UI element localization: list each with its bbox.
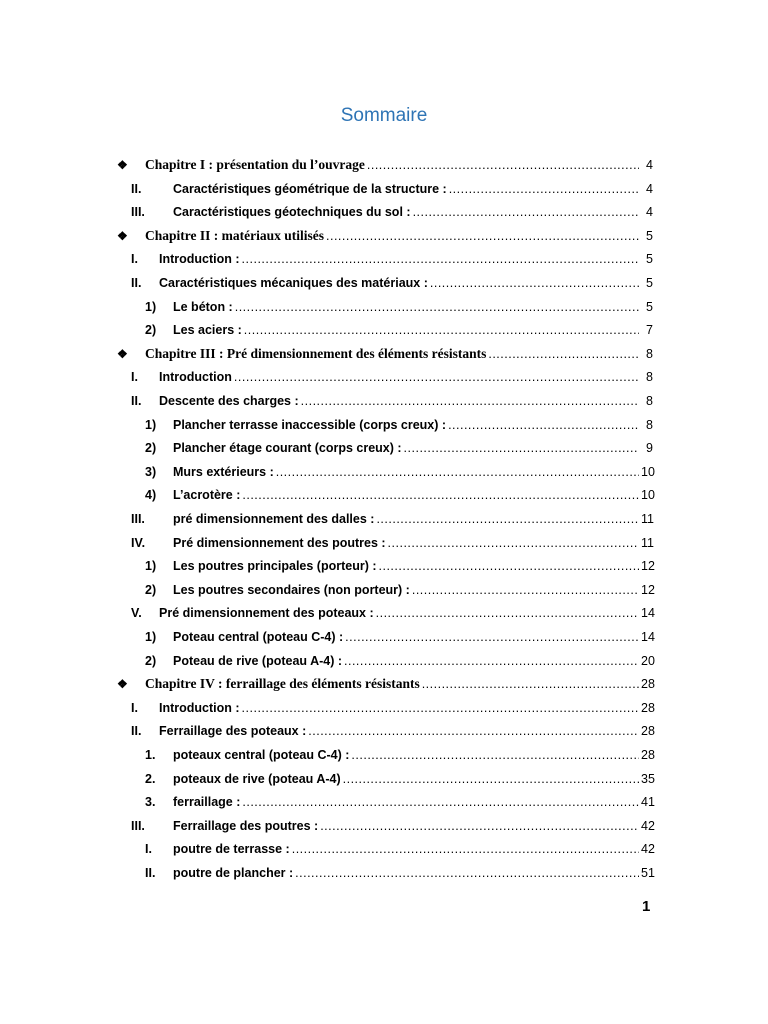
toc-entry-page: 20 xyxy=(641,653,655,668)
toc-entry[interactable] xyxy=(0,627,768,647)
toc-entry[interactable] xyxy=(0,344,768,364)
dot-leader xyxy=(379,556,639,576)
toc-entry-label: poteaux central (poteau C-4) : xyxy=(173,748,350,762)
toc-entry-label: Caractéristiques géométrique de la structure : xyxy=(173,181,447,196)
toc-entry-line xyxy=(173,580,653,600)
toc-entry-label: Descente des charges : xyxy=(159,394,299,408)
dot-leader xyxy=(326,226,639,246)
toc-entry-page: 28 xyxy=(641,700,655,715)
dot-leader xyxy=(234,367,639,387)
toc-entry-line xyxy=(173,839,653,859)
toc-entry-number: 1) xyxy=(145,559,157,574)
toc-entry[interactable] xyxy=(0,462,768,482)
toc-entry-line xyxy=(173,438,653,458)
toc-entry-line xyxy=(145,155,653,175)
dot-leader xyxy=(488,344,639,364)
toc-entry-page: 11 xyxy=(641,535,654,550)
dot-leader xyxy=(412,580,639,600)
toc-entry[interactable] xyxy=(0,202,768,222)
toc-entry-line xyxy=(173,651,653,671)
dot-leader xyxy=(320,816,639,836)
toc-entry-page: 12 xyxy=(641,559,655,574)
dot-leader xyxy=(422,674,639,694)
toc-entry[interactable] xyxy=(0,698,768,718)
toc-entry-number: 2) xyxy=(145,582,157,597)
toc-entry[interactable] xyxy=(0,533,768,553)
toc-entry-line xyxy=(173,863,653,883)
toc-entry-page: 42 xyxy=(641,842,655,857)
toc-entry-number: I. xyxy=(145,842,152,857)
toc-entry-page: 7 xyxy=(646,323,653,338)
toc-entry-number: II. xyxy=(145,866,156,880)
toc-entry-label: Les poutres principales (porteur) : xyxy=(173,559,377,574)
toc-entry-page: 42 xyxy=(641,818,655,833)
toc-entry-number: II. xyxy=(131,394,142,408)
toc-entry-line xyxy=(173,462,653,482)
toc-entry[interactable] xyxy=(0,745,768,765)
toc-entry-label: Introduction : xyxy=(159,700,240,715)
diamond-bullet-icon: ❖ xyxy=(117,158,128,172)
toc-entry-label: Chapitre IV : ferraillage des éléments résistants xyxy=(145,676,420,692)
toc-entry-page: 10 xyxy=(641,488,655,503)
toc-entry-line xyxy=(173,745,653,765)
toc-entry-page: 5 xyxy=(646,299,653,314)
toc-entry[interactable] xyxy=(0,273,768,293)
toc-entry-line xyxy=(173,297,653,317)
toc-entry[interactable] xyxy=(0,816,768,836)
toc-entry-page: 4 xyxy=(646,205,653,220)
dot-leader xyxy=(344,651,639,671)
toc-entry-page: 41 xyxy=(641,795,655,810)
toc-entry[interactable] xyxy=(0,485,768,505)
toc-entry-line xyxy=(145,344,653,364)
toc-entry-page: 14 xyxy=(641,606,655,621)
dot-leader xyxy=(244,320,639,340)
toc-entry[interactable] xyxy=(0,297,768,317)
toc-entry-line xyxy=(145,226,653,246)
toc-entry-line xyxy=(173,179,653,199)
toc-entry[interactable] xyxy=(0,603,768,623)
toc-entry-page: 8 xyxy=(646,346,653,361)
toc-entry-label: Plancher étage courant (corps creux) : xyxy=(173,441,402,456)
toc-entry-page: 10 xyxy=(641,464,655,479)
dot-leader xyxy=(242,485,639,505)
toc-entry-label: poteaux de rive (poteau A-4) xyxy=(173,771,341,786)
toc-entry[interactable] xyxy=(0,509,768,529)
toc-entry-label: Les poutres secondaires (non porteur) : xyxy=(173,582,410,597)
toc-entry-line xyxy=(159,367,653,387)
toc-entry-number: IV. xyxy=(131,535,146,550)
toc-entry-line xyxy=(159,273,653,293)
dot-leader xyxy=(343,769,639,789)
dot-leader xyxy=(376,603,639,623)
toc-entry-page: 14 xyxy=(641,630,655,644)
toc-entry-number: V. xyxy=(131,606,142,621)
dot-leader xyxy=(413,202,639,222)
toc-entry-line xyxy=(159,603,653,623)
toc-entry[interactable] xyxy=(0,839,768,859)
dot-leader xyxy=(376,509,639,529)
toc-entry[interactable] xyxy=(0,792,768,812)
toc-entry[interactable] xyxy=(0,320,768,340)
toc-entry-line xyxy=(159,698,653,718)
toc-entry-page: 35 xyxy=(641,771,655,786)
toc-entry-number: 2) xyxy=(145,441,157,456)
toc-entry-label: L’acrotère : xyxy=(173,488,241,503)
toc-entry[interactable] xyxy=(0,391,768,411)
toc-entry-label: Caractéristiques géotechniques du sol : xyxy=(173,205,411,220)
dot-leader xyxy=(295,863,639,883)
toc-entry-label: Pré dimensionnement des poutres : xyxy=(173,535,386,550)
toc-entry-label: poutre de terrasse : xyxy=(173,842,290,857)
toc-entry-page: 4 xyxy=(646,181,653,196)
dot-leader xyxy=(388,533,639,553)
toc-entry-line xyxy=(173,556,653,576)
toc-entry-number: 2) xyxy=(145,323,157,338)
dot-leader xyxy=(301,391,639,411)
toc-entry-label: Chapitre III : Pré dimensionnement des éléments résistants xyxy=(145,345,487,361)
toc-entry-line xyxy=(173,533,653,553)
toc-entry-line xyxy=(159,391,653,411)
toc-entry-line xyxy=(159,249,653,269)
dot-leader xyxy=(367,155,639,175)
dot-leader xyxy=(292,839,639,859)
toc-entry-number: 4) xyxy=(145,488,157,503)
toc-entry-number: 3) xyxy=(145,464,157,479)
toc-entry[interactable] xyxy=(0,769,768,789)
toc-entry-label: Poteau central (poteau C-4) : xyxy=(173,630,344,644)
toc-entry-label: Les aciers : xyxy=(173,323,242,338)
toc-entry[interactable] xyxy=(0,651,768,671)
toc-entry-number: I. xyxy=(131,252,138,267)
dot-leader xyxy=(276,462,639,482)
toc-entry-number: I. xyxy=(131,370,138,385)
toc-entry-label: pré dimensionnement des dalles : xyxy=(173,512,375,526)
toc-entry-number: II. xyxy=(131,724,142,739)
toc-entry-label: Plancher terrasse inaccessible (corps creux) : xyxy=(173,417,447,432)
toc-entry-line xyxy=(173,415,653,435)
dot-leader xyxy=(242,792,639,812)
toc-entry-label: Ferraillage des poteaux : xyxy=(159,724,307,739)
toc-entry-number: 3. xyxy=(145,795,156,810)
page-number: 1 xyxy=(642,898,651,915)
toc-entry-page: 5 xyxy=(646,276,653,290)
toc-entry-page: 9 xyxy=(646,441,653,456)
toc-entry-line xyxy=(173,485,653,505)
toc-entry-number: II. xyxy=(131,181,142,196)
dot-leader xyxy=(449,179,639,199)
toc-entry-number: 1) xyxy=(145,299,157,314)
toc-entry-line xyxy=(173,320,653,340)
toc-entry-label: Introduction xyxy=(159,370,232,385)
toc-entry[interactable] xyxy=(0,226,768,246)
dot-leader xyxy=(351,745,639,765)
toc-entry-line xyxy=(173,816,653,836)
toc-entry-label: Introduction : xyxy=(159,252,240,267)
toc-entry-line xyxy=(173,627,653,647)
toc-entry-page: 4 xyxy=(646,158,653,172)
toc-entry-page: 11 xyxy=(641,512,654,526)
toc-entry-page: 8 xyxy=(646,417,653,432)
toc-entry-line xyxy=(145,674,653,694)
dot-leader xyxy=(345,627,639,647)
toc-entry-label: ferraillage : xyxy=(173,795,241,810)
toc-entry-page: 28 xyxy=(641,748,655,762)
diamond-bullet-icon: ❖ xyxy=(117,677,128,692)
toc-entry[interactable] xyxy=(0,863,768,883)
toc-entry-label: Chapitre I : présentation du l’ouvrage xyxy=(145,157,365,172)
toc-entry-line xyxy=(173,202,653,222)
toc-entry-line xyxy=(159,721,653,741)
toc-entry-page: 5 xyxy=(646,228,653,243)
toc-entry-number: 1) xyxy=(145,630,157,644)
toc-entry-label: Chapitre II : matériaux utilisés xyxy=(145,227,324,243)
toc-entry[interactable] xyxy=(0,179,768,199)
toc-entry-page: 5 xyxy=(646,252,653,267)
toc-entry-number: 1. xyxy=(145,748,156,762)
toc-entry-label: poutre de plancher : xyxy=(173,866,294,880)
toc-entry[interactable] xyxy=(0,249,768,269)
toc-entry-number: II. xyxy=(131,276,142,290)
toc-entry-page: 28 xyxy=(641,724,655,739)
toc-entry-label: Caractéristiques mécaniques des matériaux : xyxy=(159,276,428,290)
toc-entry[interactable] xyxy=(0,556,768,576)
toc-entry-line xyxy=(173,769,653,789)
dot-leader xyxy=(235,297,639,317)
toc-entry-page: 51 xyxy=(641,866,655,880)
toc-entry-label: Murs extérieurs : xyxy=(173,464,274,479)
toc-entry-number: 2. xyxy=(145,771,156,786)
toc-entry-label: Pré dimensionnement des poteaux : xyxy=(159,606,374,621)
dot-leader xyxy=(308,721,639,741)
toc-entry[interactable] xyxy=(0,367,768,387)
toc-entry-label: Ferraillage des poutres : xyxy=(173,818,319,833)
toc-entry-page: 8 xyxy=(646,394,653,408)
toc-entry-number: III. xyxy=(131,512,145,526)
toc-entry-line xyxy=(173,509,653,529)
toc-entry-number: I. xyxy=(131,700,138,715)
toc-entry-page: 8 xyxy=(646,370,653,385)
toc-entry[interactable] xyxy=(0,721,768,741)
diamond-bullet-icon: ❖ xyxy=(117,228,128,243)
dot-leader xyxy=(242,249,639,269)
toc-entry-label: Poteau de rive (poteau A-4) : xyxy=(173,653,343,668)
toc-entry-number: III. xyxy=(131,205,145,220)
toc-entry-line xyxy=(173,792,653,812)
dot-leader xyxy=(404,438,639,458)
page-title: Sommaire xyxy=(340,105,428,126)
toc-entry-label: Le béton : xyxy=(173,299,233,314)
toc-entry-number: III. xyxy=(131,818,145,833)
toc-entry-number: 1) xyxy=(145,417,157,432)
dot-leader xyxy=(430,273,639,293)
toc-entry[interactable] xyxy=(0,438,768,458)
toc-entry[interactable] xyxy=(0,415,768,435)
toc-entry[interactable] xyxy=(0,155,768,175)
toc-entry-number: 2) xyxy=(145,653,157,668)
dot-leader xyxy=(448,415,639,435)
toc-entry-page: 12 xyxy=(641,582,655,597)
diamond-bullet-icon: ❖ xyxy=(117,346,128,361)
toc-entry[interactable] xyxy=(0,580,768,600)
toc-entry[interactable] xyxy=(0,674,768,694)
dot-leader xyxy=(242,698,639,718)
toc-entry-page: 28 xyxy=(641,677,655,692)
